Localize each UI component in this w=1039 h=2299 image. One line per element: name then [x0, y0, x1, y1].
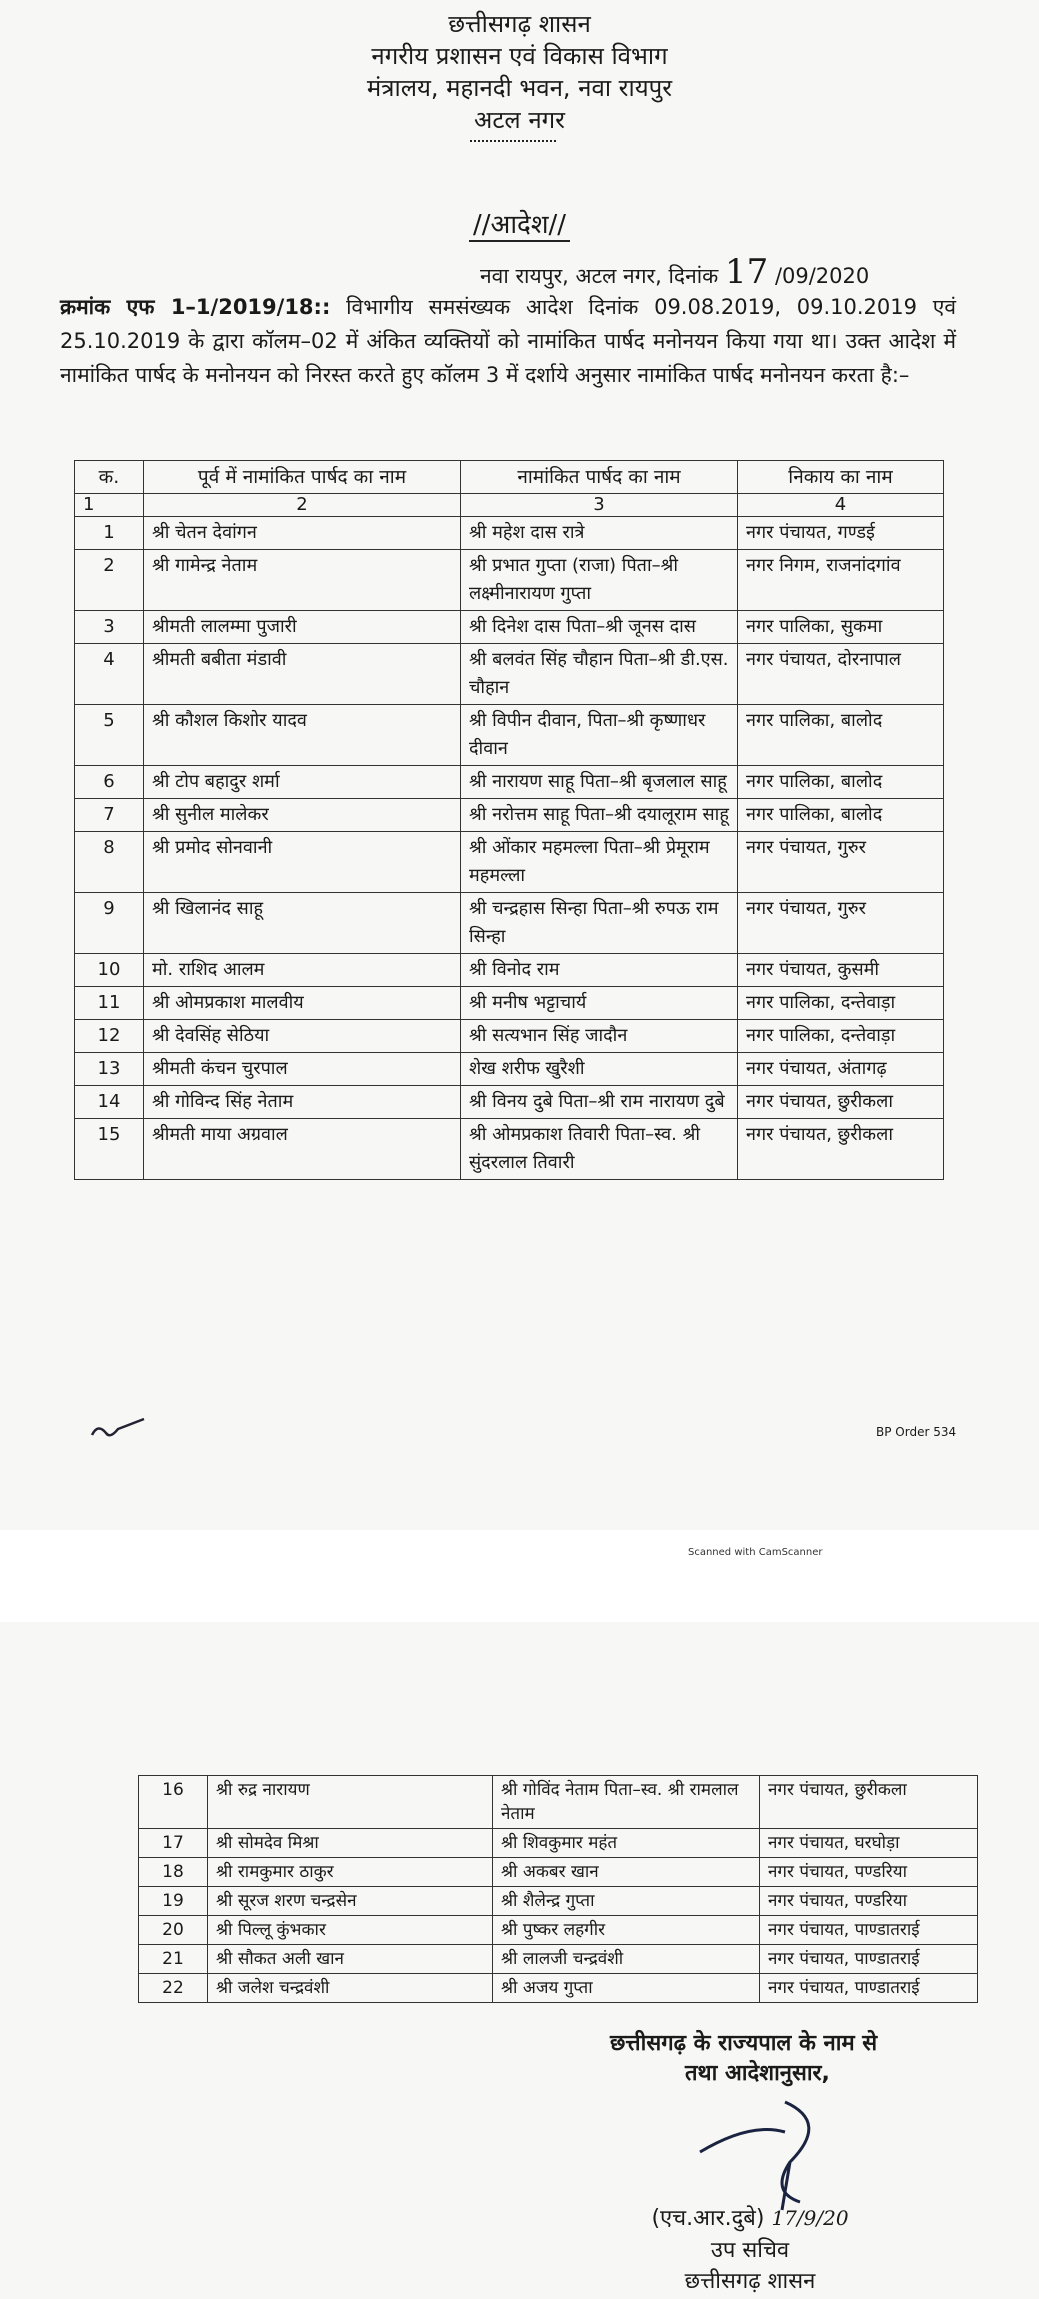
row-nominated: श्री प्रभात गुप्ता (राजा) पिता–श्री लक्ष्मीनारायण गुप्ता [461, 550, 738, 611]
row-previous: श्री रुद्र नारायण [208, 1776, 493, 1829]
row-body: नगर पंचायत, छुरीकला [760, 1776, 978, 1829]
row-nominated: श्री अजय गुप्ता [493, 1974, 760, 2003]
table-row [75, 705, 944, 766]
row-serial: 20 [139, 1916, 208, 1945]
row-previous: श्री खिलानंद साहू [144, 893, 461, 954]
table-row [75, 1086, 944, 1119]
row-body: नगर पालिका, दन्तेवाड़ा [738, 987, 944, 1020]
row-previous: श्री गामेन्द्र नेताम [144, 550, 461, 611]
row-previous: श्री गोविन्द सिंह नेताम [144, 1086, 461, 1119]
table-row [75, 987, 944, 1020]
signatory-block [600, 2202, 900, 2267]
colnum-4: 4 [738, 494, 944, 517]
row-nominated: श्री ओमप्रकाश तिवारी पिता–स्व. श्री सुंदरलाल तिवारी [461, 1119, 738, 1180]
row-serial: 7 [75, 799, 144, 832]
camscanner-watermark: Scanned with CamScanner [688, 1547, 823, 1558]
row-serial: 16 [139, 1776, 208, 1829]
row-previous: श्रीमती माया अग्रवाल [144, 1119, 461, 1180]
signatory-name-line [600, 2202, 900, 2235]
row-body: नगर निगम, राजनांदगांव [738, 550, 944, 611]
nomination-table [74, 460, 944, 1180]
row-body: नगर पंचायत, पाण्डातराई [760, 1916, 978, 1945]
row-previous: श्री प्रमोद सोनवानी [144, 832, 461, 893]
row-serial: 6 [75, 766, 144, 799]
row-previous: श्रीमती लालम्मा पुजारी [144, 611, 461, 644]
row-body: नगर पंचायत, छुरीकला [738, 1086, 944, 1119]
row-previous: श्री सोमदेव मिश्रा [208, 1829, 493, 1858]
row-body: नगर पालिका, बालोद [738, 766, 944, 799]
row-previous: मो. राशिद आलम [144, 954, 461, 987]
row-body: नगर पालिका, बालोद [738, 705, 944, 766]
colnum-3: 3 [461, 494, 738, 517]
row-body: नगर पंचायत, घरघोड़ा [760, 1829, 978, 1858]
row-previous: श्री कौशल किशोर यादव [144, 705, 461, 766]
table-row [139, 1829, 978, 1858]
row-previous: श्री सौकत अली खान [208, 1945, 493, 1974]
header-serial: क. [75, 461, 144, 494]
dateline-day: 17 [724, 252, 769, 292]
table-row [139, 1916, 978, 1945]
letterhead-line-4: अटल नगर [474, 106, 565, 134]
row-serial: 11 [75, 987, 144, 1020]
signatory-org-1: छत्तीसगढ़ शासन [684, 2269, 816, 2294]
table-header-row [75, 461, 944, 494]
row-nominated: श्री मनीष भट्टाचार्य [461, 987, 738, 1020]
row-serial: 14 [75, 1086, 144, 1119]
dateline [480, 252, 869, 292]
letterhead-line-1: छत्तीसगढ़ शासन [448, 10, 591, 38]
row-serial: 8 [75, 832, 144, 893]
page-two [0, 1622, 1039, 2299]
letterhead-line-3: मंत्रालय, महानदी भवन, नवा रायपुर [366, 74, 673, 102]
row-serial: 13 [75, 1053, 144, 1086]
signature-mark [690, 2082, 840, 2212]
order-text: विभागीय समसंख्यक आदेश दिनांक 09.08.2019, 09.10.2019 एवं 25.10.2019 के द्वारा कॉलम–02 में अंकित व्यक्तियों को नामांकित पार्षद मनोनयन किया गया था। उक्त आदेश में नामांकित पार्षद के मनोनयन को निरस्त करते हुए कॉलम 3 में दर्शाये अनुसार नामांकित पार्षद मनोनयन करता है:– [60, 295, 957, 387]
page-gap [0, 1530, 1039, 1622]
table-row [139, 1776, 978, 1829]
row-serial: 4 [75, 644, 144, 705]
row-nominated: श्री चन्द्रहास सिन्हा पिता–श्री रुपऊ राम सिन्हा [461, 893, 738, 954]
table-row [75, 766, 944, 799]
row-nominated: श्री शैलेन्द्र गुप्ता [493, 1887, 760, 1916]
row-serial: 3 [75, 611, 144, 644]
row-body: नगर पंचायत, अंतागढ़ [738, 1053, 944, 1086]
row-previous: श्रीमती बबीता मंडावी [144, 644, 461, 705]
row-nominated: श्री गोविंद नेताम पिता–स्व. श्री रामलाल नेताम [493, 1776, 760, 1829]
row-previous: श्री रामकुमार ठाकुर [208, 1858, 493, 1887]
row-body: नगर पालिका, दन्तेवाड़ा [738, 1020, 944, 1053]
table-row [75, 517, 944, 550]
row-serial: 22 [139, 1974, 208, 2003]
row-body: नगर पंचायत, गण्डई [738, 517, 944, 550]
table-column-number-row [75, 494, 944, 517]
dateline-rest: /09/2020 [774, 264, 870, 288]
row-previous: श्री सुनील मालेकर [144, 799, 461, 832]
row-serial: 5 [75, 705, 144, 766]
order-title: //आदेश// [0, 205, 1039, 241]
table-row [75, 611, 944, 644]
table-row [139, 1945, 978, 1974]
row-nominated: शेख शरीफ खुरैशी [461, 1053, 738, 1086]
dateline-place: नवा रायपुर, अटल नगर, दिनांक [480, 264, 719, 288]
table-row [75, 1053, 944, 1086]
order-paragraph [60, 290, 956, 392]
row-nominated: श्री बलवंत सिंह चौहान पिता–श्री डी.एस. चौहान [461, 644, 738, 705]
signatory-designation: उप सचिव [710, 2238, 790, 2263]
row-nominated: श्री सत्यभान सिंह जादौन [461, 1020, 738, 1053]
row-nominated: श्री शिवकुमार महंत [493, 1829, 760, 1858]
nomination-table-continued [138, 1775, 978, 2003]
row-body: नगर पंचायत, पाण्डातराई [760, 1974, 978, 2003]
letterhead [0, 8, 1039, 136]
row-nominated: श्री विपीन दीवान, पिता–श्री कृष्णाधर दीवान [461, 705, 738, 766]
row-previous: श्री देवसिंह सेठिया [144, 1020, 461, 1053]
signatory-date: 17/9/20 [771, 2206, 849, 2230]
row-nominated: श्री महेश दास रात्रे [461, 517, 738, 550]
row-previous: श्रीमती कंचन चुरपाल [144, 1053, 461, 1086]
table-row [75, 1020, 944, 1053]
row-serial: 1 [75, 517, 144, 550]
row-previous: श्री टोप बहादुर शर्मा [144, 766, 461, 799]
row-body: नगर पालिका, बालोद [738, 799, 944, 832]
row-body: नगर पंचायत, कुसमी [738, 954, 944, 987]
closing-line-2: तथा आदेशानुसार, [685, 2061, 830, 2086]
header-previous: पूर्व में नामांकित पार्षद का नाम [144, 461, 461, 494]
closing-line-1: छत्तीसगढ़ के राज्यपाल के नाम से [610, 2031, 878, 2056]
table-row [75, 644, 944, 705]
row-body: नगर पंचायत, गुरुर [738, 893, 944, 954]
row-previous: श्री जलेश चन्द्रवंशी [208, 1974, 493, 2003]
table-row [75, 1119, 944, 1180]
row-body: नगर पंचायत, छुरीकला [738, 1119, 944, 1180]
row-nominated: श्री अकबर खान [493, 1858, 760, 1887]
row-body: नगर पंचायत, पण्डरिया [760, 1887, 978, 1916]
row-body: नगर पालिका, सुकमा [738, 611, 944, 644]
row-nominated: श्री पुष्कर लहगीर [493, 1916, 760, 1945]
row-serial: 15 [75, 1119, 144, 1180]
row-body: नगर पंचायत, गुरुर [738, 832, 944, 893]
table-row [75, 832, 944, 893]
table-row [139, 1858, 978, 1887]
header-body: निकाय का नाम [738, 461, 944, 494]
table-row [75, 550, 944, 611]
row-serial: 17 [139, 1829, 208, 1858]
letterhead-divider [470, 140, 556, 142]
row-nominated: श्री ओंकार महमल्ला पिता–श्री प्रेमूराम महमल्ला [461, 832, 738, 893]
row-nominated: श्री नरोत्तम साहू पिता–श्री दयालूराम साहू [461, 799, 738, 832]
letterhead-line-2: नगरीय प्रशासन एवं विकास विभाग [371, 42, 668, 70]
row-serial: 2 [75, 550, 144, 611]
table-row [75, 893, 944, 954]
table-row [75, 799, 944, 832]
header-nominated: नामांकित पार्षद का नाम [461, 461, 738, 494]
row-serial: 12 [75, 1020, 144, 1053]
signatory-name: (एच.आर.दुबे) [651, 2206, 765, 2231]
signatory-org [560, 2266, 940, 2298]
row-serial: 9 [75, 893, 144, 954]
row-body: नगर पंचायत, दोरनापाल [738, 644, 944, 705]
row-serial: 10 [75, 954, 144, 987]
row-body: नगर पंचायत, पाण्डातराई [760, 1945, 978, 1974]
table-row [139, 1887, 978, 1916]
row-previous: श्री सूरज शरण चन्द्रसेन [208, 1887, 493, 1916]
bp-order-note: BP Order 534 [876, 1425, 957, 1439]
order-reference: क्रमांक एफ 1–1/2019/18:: [60, 295, 331, 319]
row-serial: 18 [139, 1858, 208, 1887]
colnum-2: 2 [144, 494, 461, 517]
row-nominated: श्री नारायण साहू पिता–श्री बृजलाल साहू [461, 766, 738, 799]
row-serial: 19 [139, 1887, 208, 1916]
row-serial: 21 [139, 1945, 208, 1974]
table-row [139, 1974, 978, 2003]
row-previous: श्री पिल्लू कुंभकार [208, 1916, 493, 1945]
row-nominated: श्री दिनेश दास पिता–श्री जूनस दास [461, 611, 738, 644]
row-nominated: श्री लालजी चन्द्रवंशी [493, 1945, 760, 1974]
table-row [75, 954, 944, 987]
row-nominated: श्री विनय दुबे पिता–श्री राम नारायण दुबे [461, 1086, 738, 1119]
colnum-1: 1 [75, 494, 144, 517]
initials-mark [88, 1415, 148, 1445]
row-body: नगर पंचायत, पण्डरिया [760, 1858, 978, 1887]
row-previous: श्री ओमप्रकाश मालवीय [144, 987, 461, 1020]
row-nominated: श्री विनोद राम [461, 954, 738, 987]
row-previous: श्री चेतन देवांगन [144, 517, 461, 550]
